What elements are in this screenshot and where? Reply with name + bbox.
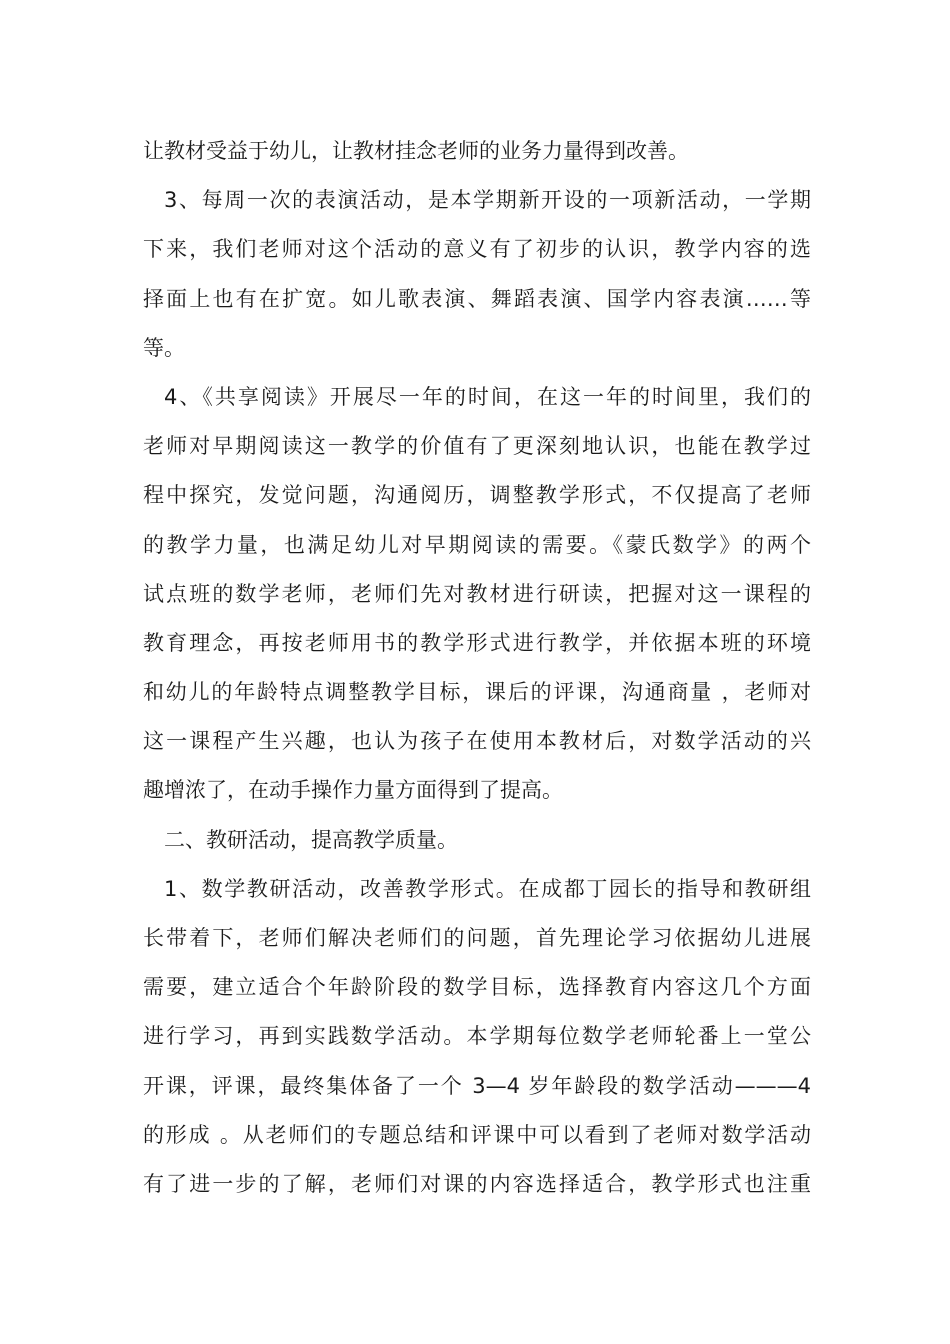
text-line: 开课，评课，最终集体备了一个 3—4 岁年龄段的数学活动———4 [143, 1073, 811, 1098]
text-line: 进行学习，再到实践数学活动。本学期每位数学老师轮番上一堂公 [143, 1024, 811, 1049]
text-line: 有了进一步的了解，老师们对课的内容选择适合，教学形式也注重 [143, 1171, 811, 1196]
text-line: 的教学力量，也满足幼儿对早期阅读的需要。《蒙氏数学》的两个 [143, 532, 811, 557]
text-line: 和幼儿的年龄特点调整教学目标，课后的评课，沟通商量 ，老师对 [143, 680, 811, 705]
text-line: 1、数学教研活动，改善教学形式。在成都丁园长的指导和教研组 [164, 876, 811, 901]
text-line: 这一课程产生兴趣，也认为孩子在使用本教材后，对数学活动的兴 [143, 729, 811, 754]
text-line: 二、教研活动，提高教学质量。 [164, 827, 458, 852]
text-line: 需要，建立适合个年龄阶段的数学目标，选择教育内容这几个方面 [143, 975, 811, 1000]
text-line: 长带着下，老师们解决老师们的问题，首先理论学习依据幼儿进展 [143, 926, 811, 950]
text-line: 择面上也有在扩宽。如儿歌表演、舞蹈表演、国学内容表演……等 [143, 286, 811, 311]
text-line: 等。 [143, 335, 185, 360]
text-line: 教育理念，再按老师用书的教学形式进行教学，并依据本班的环境 [143, 630, 811, 655]
body-text [143, 127, 811, 1209]
text-line: 老师对早期阅读这一教学的价值有了更深刻地认识，也能在教学过 [143, 434, 811, 459]
text-line: 3、每周一次的表演活动，是本学期新开设的一项新活动，一学期 [164, 188, 811, 213]
text-line: 趣增浓了，在动手操作力量方面得到了提高。 [143, 778, 563, 803]
text-line: 试点班的数学老师，老师们先对教材进行研读，把握对这一课程的 [143, 581, 811, 606]
text-line: 的形成 。从老师们的专题总结和评课中可以看到了老师对数学活动 [143, 1122, 811, 1147]
text-line: 下来，我们老师对这个活动的意义有了初步的认识，教学内容的选 [143, 237, 811, 262]
text-line: 4、《共享阅读》开展尽一年的时间，在这一年的时间里，我们的 [164, 384, 811, 409]
text-line: 程中探究，发觉问题，沟通阅历，调整教学形式，不仅提高了老师 [143, 483, 811, 508]
text-line: 让教材受益于幼儿，让教材挂念老师的业务力量得到改善。 [143, 139, 689, 163]
